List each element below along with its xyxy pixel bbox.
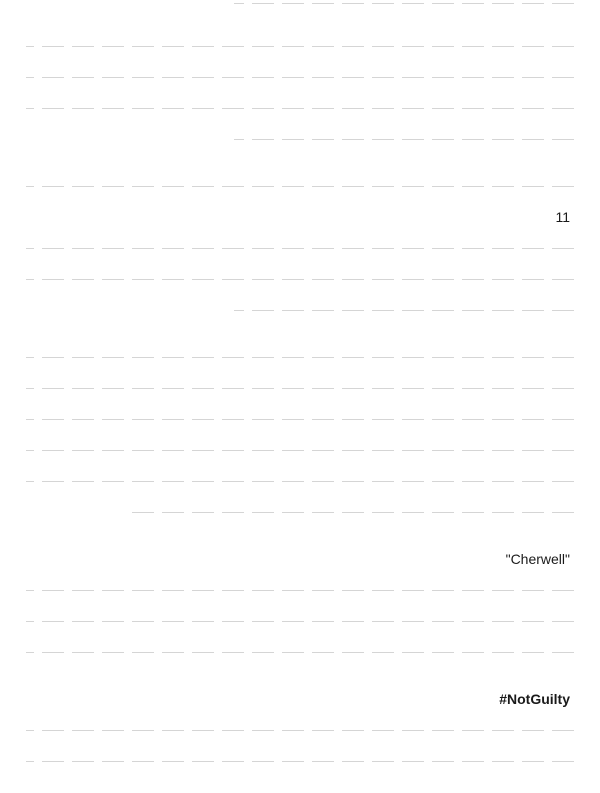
hashtag: #NotGuilty bbox=[499, 691, 570, 707]
text-lines bbox=[26, 342, 574, 528]
text-lines bbox=[26, 0, 574, 19]
paragraph-1 bbox=[26, 31, 574, 155]
paragraph-3 bbox=[26, 342, 574, 528]
text-lines bbox=[26, 233, 574, 326]
paragraph-5 bbox=[26, 684, 574, 777]
article-body bbox=[26, 0, 574, 793]
text-lines bbox=[26, 575, 574, 668]
paragraph-cut-top bbox=[26, 0, 574, 19]
paragraph-2 bbox=[26, 171, 574, 326]
magazine-name: "Cherwell" bbox=[505, 551, 570, 567]
text-lines bbox=[26, 715, 574, 777]
paragraph-4 bbox=[26, 544, 574, 668]
text-lines bbox=[26, 31, 574, 155]
day-number: 11 bbox=[555, 209, 570, 225]
text-lines bbox=[26, 171, 574, 202]
